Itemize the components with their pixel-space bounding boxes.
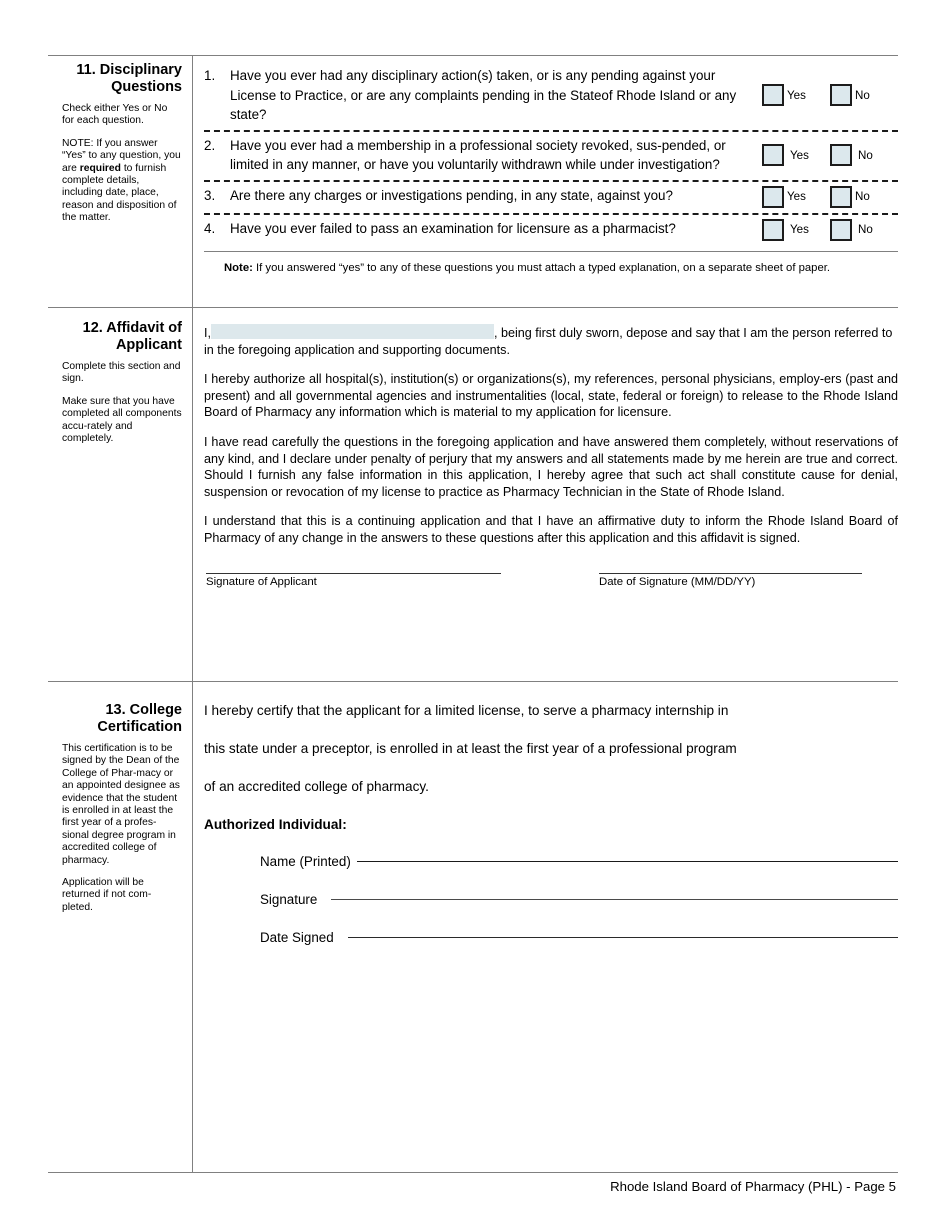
signature-date-field[interactable] [599, 573, 862, 589]
question-1-no-option[interactable] [830, 84, 898, 106]
section11-sidebar [48, 60, 192, 275]
question-2-yes-option[interactable] [762, 144, 830, 166]
section11-side-note-1: Check either Yes or No for each question. [62, 103, 168, 127]
affidavit-prefix: I, [204, 326, 211, 340]
section13-side-notes [48, 743, 182, 914]
section11-title-line1: 11. Disciplinary [76, 62, 182, 78]
signature-date-caption: Date of Signature (MM/DD/YY) [599, 575, 756, 588]
section11-title-line2: Questions [111, 79, 182, 95]
question-2-no-checkbox[interactable] [830, 144, 852, 166]
question-3-answers [762, 186, 898, 208]
section13-body [192, 700, 898, 964]
question-3-text: Are there any charges or investigations pending, in any state, against you? [230, 187, 673, 203]
question-4-yes-option[interactable] [762, 219, 830, 241]
affidavit-name-input[interactable] [211, 324, 494, 339]
question-4-number: 4. [204, 220, 216, 236]
affidavit-opening-paragraph [204, 324, 898, 358]
section12-side-note-1: Complete this section and sign. [62, 361, 181, 385]
question-3-number: 3. [204, 187, 216, 203]
affidavit-after-field-text: , being first duly sworn, depose and say that I am the person referred to in the foregoing application and supporting documents. [204, 326, 893, 357]
question-2-text: Have you ever had a membership in a professional society revoked, sus-pended, or limited in any manner, or have you voluntarily withdrawn while under investigation? [230, 137, 726, 172]
questions-note-label: Note: [224, 261, 253, 274]
section12-body [192, 318, 898, 589]
section12-title [48, 320, 182, 354]
question-row-2 [204, 132, 898, 180]
applicant-signature-caption: Signature of Applicant [206, 575, 317, 588]
question-1-number: 1. [204, 68, 216, 83]
section13-side-note-1: This certification is to be signed by the Dean of the College of Phar-macy or an appointed designee as evidence that the student is enrolled in at least the first year of a profes-sional degree program in accredited college of pharmacy. [62, 743, 180, 866]
section11-side-notes [48, 103, 182, 225]
section11-side-note-2 [62, 138, 182, 225]
certification-line-2: this state under a preceptor, is enrolled in at least the first year of a professional program [204, 741, 737, 756]
section12-top-rule [48, 307, 898, 308]
section-disciplinary-questions [48, 60, 898, 275]
authorized-individual-heading: Authorized Individual: [204, 817, 347, 832]
authorized-date-row [204, 926, 898, 950]
authorized-date-input[interactable] [348, 937, 898, 938]
section12-title-line2: Applicant [115, 337, 182, 353]
applicant-signature-field[interactable] [206, 573, 501, 589]
section12-title-line1: 12. Affidavit of [82, 320, 182, 336]
certification-line-3: of an accredited college of pharmacy. [204, 779, 429, 794]
question-4-yes-label: Yes [790, 223, 809, 236]
authorized-signature-input[interactable] [331, 899, 898, 900]
section11-side-note-2-emphasis: required [79, 162, 121, 174]
question-3-yes-option[interactable] [762, 186, 830, 208]
certification-line-1: I hereby certify that the applicant for a limited license, to serve a pharmacy internship in [204, 703, 729, 718]
affidavit-paragraph-4: I understand that this is a continuing application and that I have an affirmative duty to inform the Rhode Island Board of Pharmacy of any change in the answers to these questions after this application and this affidavit is signed. [204, 514, 898, 545]
question-2-number: 2. [204, 137, 216, 153]
affidavit-signature-area [204, 573, 898, 589]
section11-side-note-2b: to furnish complete details, including date, place, reason and disposition of the matter. [62, 162, 177, 224]
question-3-no-label: No [855, 190, 870, 203]
footer-rule [48, 1172, 898, 1173]
question-row-1 [204, 62, 898, 130]
section13-title-line2: Certification [97, 719, 182, 735]
authorized-signature-label: Signature [260, 892, 318, 907]
section11-top-rule [48, 55, 898, 56]
authorized-date-label: Date Signed [260, 930, 334, 945]
question-block [204, 62, 898, 275]
question-4-yes-checkbox[interactable] [762, 219, 784, 241]
question-2-answers [762, 144, 898, 166]
question-4-no-option[interactable] [830, 219, 898, 241]
question-1-no-label: No [855, 88, 870, 102]
question-4-no-label: No [858, 223, 873, 236]
question-1-text: Have you ever had any disciplinary action(s) taken, or is any pending against your License to Practice, or are any complaints pending in the Stateof Rhode Island or any state? [230, 68, 737, 122]
section13-top-rule [48, 681, 898, 682]
question-3-no-checkbox[interactable] [830, 186, 852, 208]
section13-title-line1: 13. College [105, 702, 182, 718]
question-row-3 [204, 182, 898, 213]
question-2-yes-checkbox[interactable] [762, 144, 784, 166]
question-4-answers [762, 219, 898, 241]
authorized-name-label: Name (Printed) [260, 854, 351, 869]
section13-sidebar [48, 700, 192, 964]
question-4-no-checkbox[interactable] [830, 219, 852, 241]
affidavit-paragraph-3: I have read carefully the questions in the foregoing application and have answered them completely, without reservations of any kind, and I declare under penalty of perjury that my answers and all statements made by me herein are true and correct. Should I furnish any false information in this application, I hereby agree that such act shall constitute cause for denial, suspension or revocation of my license to practice as Pharmacy Technician in the State of Rhode Island. [204, 434, 898, 499]
page-footer: Rhode Island Board of Pharmacy (PHL) - Page 5 [610, 1179, 896, 1194]
question-3-yes-checkbox[interactable] [762, 186, 784, 208]
question-1-yes-option[interactable] [762, 84, 830, 106]
question-1-yes-checkbox[interactable] [762, 84, 784, 106]
section13-title [48, 702, 182, 736]
questions-note [204, 252, 898, 275]
authorized-name-row [204, 850, 898, 874]
question-2-no-option[interactable] [830, 144, 898, 166]
questions-note-text: If you answered “yes” to any of these questions you must attach a typed explanation, on a separate sheet of paper. [256, 261, 831, 274]
question-2-yes-label: Yes [790, 148, 809, 162]
question-3-no-option[interactable] [830, 186, 898, 208]
question-4-text: Have you ever failed to pass an examination for licensure as a pharmacist? [230, 220, 676, 236]
question-1-answers [762, 84, 898, 106]
authorized-name-input[interactable] [357, 861, 898, 862]
question-row-4 [204, 215, 898, 246]
question-2-no-label: No [858, 148, 873, 162]
section-affidavit-of-applicant [48, 318, 898, 589]
question-1-no-checkbox[interactable] [830, 84, 852, 106]
section12-sidebar [48, 318, 192, 589]
authorized-signature-row [204, 888, 898, 912]
section11-questions [192, 60, 898, 275]
question-1-yes-label: Yes [787, 88, 806, 102]
section11-title [48, 62, 182, 96]
affidavit-paragraph-2: I hereby authorize all hospital(s), institution(s) or organizations(s), my references, personal physicians, employ-ers (past and present) and all governmental agencies and instrumentalities (local, state, federal or foreign) to release to the Rhode Island Board of Pharmacy any information which is material to my application for licensure. [204, 372, 898, 420]
section12-side-note-2: Make sure that you have completed all components accu-rately and completely. [62, 395, 182, 445]
section11-side-note-2a: NOTE: If you answer “Yes” to any question, you are [62, 137, 181, 174]
section12-side-notes [48, 361, 182, 445]
section-college-certification [48, 700, 898, 964]
section13-side-note-2: Application will be returned if not com-pleted. [62, 877, 152, 913]
question-3-yes-label: Yes [787, 190, 806, 203]
